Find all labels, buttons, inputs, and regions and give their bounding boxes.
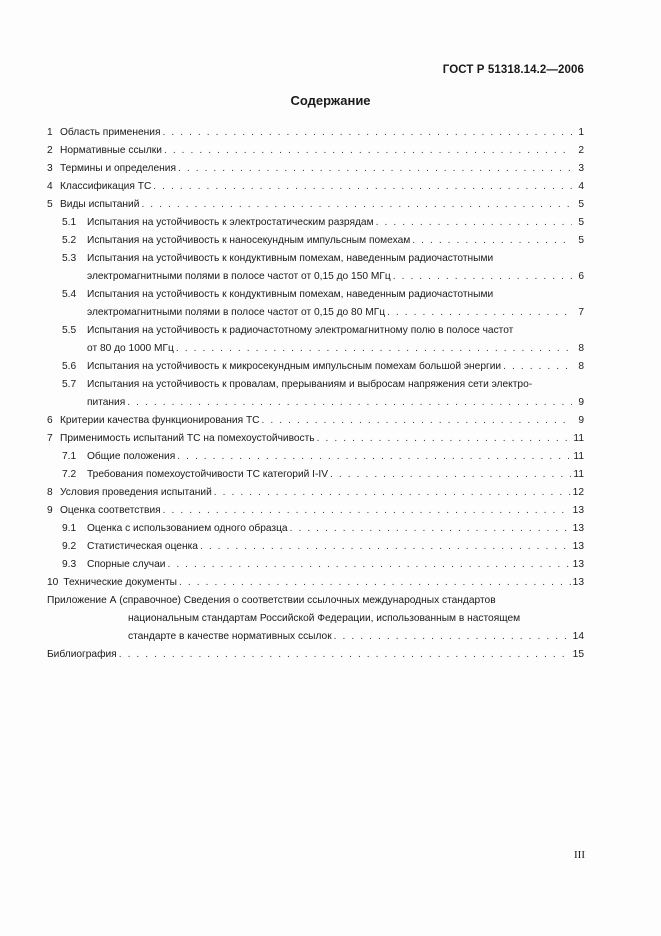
- toc-entry-number: 5.1: [62, 217, 77, 228]
- toc-entry-label-line2: электромагнитными полями в полосе частот от 0,15 до 150 МГц: [87, 271, 391, 282]
- toc-entry-page: 3: [578, 163, 584, 174]
- toc-entry-number: 5: [47, 199, 53, 210]
- toc-entry-number: 5.6: [62, 361, 77, 372]
- toc-entry-label: Испытания на устойчивость к микросекундным импульсным помехам большой энергии: [87, 361, 502, 372]
- toc-entry-number: 9.2: [62, 541, 77, 552]
- toc-entry-page: 9: [578, 397, 584, 408]
- toc-entry-number: 3: [47, 163, 53, 174]
- dot-leader: [167, 556, 570, 574]
- toc-entry-number: 7.2: [62, 469, 77, 480]
- dot-leader: [119, 646, 571, 664]
- toc-entry-label: Библиография: [47, 649, 117, 660]
- toc-subentry[interactable]: [47, 250, 584, 286]
- toc-entry-page: 11: [573, 451, 584, 462]
- toc-entry[interactable]: [47, 412, 584, 430]
- toc-entry-page: 11: [573, 469, 584, 480]
- toc-entry-label-line2: питания: [87, 397, 126, 408]
- toc-subentry[interactable]: [47, 556, 584, 574]
- toc-annex-entry[interactable]: [47, 592, 584, 646]
- document-code: ГОСТ Р 51318.14.2—2006: [442, 64, 584, 76]
- toc-entry[interactable]: [47, 196, 584, 214]
- toc-entry-number: 5.3: [62, 253, 77, 264]
- toc-entry-label: Классификация ТС: [60, 181, 152, 192]
- toc-entry-label: Общие положения: [87, 451, 176, 462]
- dot-leader: [334, 628, 571, 646]
- toc-entry-number: 6: [47, 415, 53, 426]
- dot-leader: [164, 142, 572, 160]
- toc-entry-number: 5.5: [62, 325, 77, 336]
- toc-entry-page: 12: [572, 487, 584, 498]
- toc-entry-page: 5: [578, 235, 584, 246]
- dot-leader: [317, 430, 572, 448]
- page-number: III: [574, 849, 585, 861]
- toc-subentry[interactable]: [47, 376, 584, 412]
- toc-entry-number: 7: [47, 433, 53, 444]
- toc-entry-page: 5: [578, 217, 584, 228]
- toc-entry-number: 5.4: [62, 289, 77, 300]
- toc-entry-number: 10: [47, 577, 59, 588]
- toc-entry-label-line2: электромагнитными полями в полосе частот от 0,15 до 80 МГц: [87, 307, 386, 318]
- toc-entry-page: 4: [578, 181, 584, 192]
- toc-subentry[interactable]: [47, 214, 584, 232]
- toc-entry-page: 13: [572, 577, 584, 588]
- toc-entry-label: Испытания на устойчивость к электростатическим разрядам: [87, 217, 374, 228]
- dot-leader: [162, 124, 572, 142]
- toc-entry-page: 2: [578, 145, 584, 156]
- toc-entry[interactable]: [47, 124, 584, 142]
- toc-entry-label-line3: стандарте в качестве нормативных ссылок: [128, 631, 332, 642]
- dot-leader: [200, 538, 571, 556]
- toc-entry-page: 13: [572, 523, 584, 534]
- toc-entry[interactable]: [47, 502, 584, 520]
- dot-leader: [163, 502, 571, 520]
- dot-leader: [176, 340, 572, 358]
- toc-entry-label: Статистическая оценка: [87, 541, 198, 552]
- toc-entry-page: 13: [572, 541, 584, 552]
- toc-entry-label: Испытания на устойчивость к наносекундным импульсным помехам: [87, 235, 411, 246]
- dot-leader: [214, 484, 571, 502]
- dot-leader: [503, 358, 572, 376]
- dot-leader: [153, 178, 572, 196]
- toc-entry-page: 13: [572, 505, 584, 516]
- toc-entry-page: 5: [578, 199, 584, 210]
- dot-leader: [387, 304, 572, 322]
- dot-leader: [178, 160, 572, 178]
- toc-entry[interactable]: [47, 484, 584, 502]
- toc-entry[interactable]: [47, 160, 584, 178]
- toc-entry-label: Применимость испытаний ТС на помехоустойчивость: [60, 433, 315, 444]
- toc-entry-number: 1: [47, 127, 53, 138]
- toc-entry-number: 9.3: [62, 559, 77, 570]
- toc-subentry[interactable]: [47, 232, 584, 250]
- toc-entry-label: Оценка с использованием одного образца: [87, 523, 288, 534]
- toc-entry-label-line1: Приложение А (справочное) Сведения о соответствии ссылочных международных стандартов: [47, 595, 496, 606]
- toc-entry[interactable]: [47, 142, 584, 160]
- dot-leader: [393, 268, 572, 286]
- toc-entry-label-line2: национальным стандартам Российской Федерации, использованным в настоящем: [128, 613, 521, 624]
- toc-entry-page: 9: [578, 415, 584, 426]
- toc-entry-page: 8: [578, 343, 584, 354]
- toc-entry-number: 4: [47, 181, 53, 192]
- toc-entry[interactable]: [47, 574, 584, 592]
- toc-entry-label: Требования помехоустойчивости ТС категорий I-IV: [87, 469, 329, 480]
- toc-entry-number: 2: [47, 145, 53, 156]
- toc-entry-page: 6: [578, 271, 584, 282]
- toc-entry-page: 11: [573, 433, 584, 444]
- toc-entry-number: 8: [47, 487, 53, 498]
- toc-entry-label: Критерии качества функционирования ТС: [60, 415, 260, 426]
- toc-subentry[interactable]: [47, 466, 584, 484]
- dot-leader: [262, 412, 572, 430]
- dot-leader: [290, 520, 571, 538]
- dot-leader: [412, 232, 572, 250]
- toc-entry-label: Условия проведения испытаний: [60, 487, 212, 498]
- toc-entry-number: 5.7: [62, 379, 77, 390]
- toc-entry-label-line1: Испытания на устойчивость к провалам, прерываниям и выбросам напряжения сети электро-: [87, 379, 533, 390]
- toc-entry-page: 1: [578, 127, 584, 138]
- toc-entry-label-line2: от 80 до 1000 МГц: [87, 343, 174, 354]
- toc-entry-label: Термины и определения: [60, 163, 176, 174]
- toc-entry-number: 9.1: [62, 523, 77, 534]
- toc-entry-label: Нормативные ссылки: [60, 145, 162, 156]
- toc-entry-label-line1: Испытания на устойчивость к кондуктивным помехам, наведенным радиочастотными: [87, 289, 494, 300]
- dot-leader: [177, 448, 571, 466]
- toc-entry-page: 14: [572, 631, 584, 642]
- toc-entry[interactable]: [47, 178, 584, 196]
- toc-subentry[interactable]: [47, 358, 584, 376]
- toc-entry-number: 9: [47, 505, 53, 516]
- toc-subentry[interactable]: [47, 520, 584, 538]
- toc-entry-label: Технические документы: [63, 577, 178, 588]
- toc-entry-label: Оценка соответствия: [60, 505, 161, 516]
- dot-leader: [179, 574, 571, 592]
- toc-entry-label-line1: Испытания на устойчивость к радиочастотному электромагнитному полю в полосе частот: [87, 325, 514, 336]
- toc-entry-page: 13: [572, 559, 584, 570]
- toc-bibliography-entry[interactable]: [47, 646, 584, 664]
- toc-entry-page: 15: [572, 649, 584, 660]
- toc-subentry[interactable]: [47, 322, 584, 358]
- dot-leader: [376, 214, 572, 232]
- toc-subentry[interactable]: [47, 538, 584, 556]
- toc-title: Содержание: [290, 93, 371, 108]
- toc-entry-number: 5.2: [62, 235, 77, 246]
- dot-leader: [141, 196, 572, 214]
- toc-entry-page: 8: [578, 361, 584, 372]
- table-of-contents: [47, 124, 584, 664]
- dot-leader: [127, 394, 572, 412]
- dot-leader: [330, 466, 571, 484]
- toc-entry-label-line1: Испытания на устойчивость к кондуктивным помехам, наведенным радиочастотными: [87, 253, 494, 264]
- toc-entry-label: Спорные случаи: [87, 559, 166, 570]
- toc-subentry[interactable]: [47, 448, 584, 466]
- toc-entry-label: Область применения: [60, 127, 161, 138]
- toc-entry-label: Виды испытаний: [60, 199, 140, 210]
- toc-subentry[interactable]: [47, 286, 584, 322]
- toc-entry-page: 7: [578, 307, 584, 318]
- toc-entry[interactable]: [47, 430, 584, 448]
- toc-entry-number: 7.1: [62, 451, 77, 462]
